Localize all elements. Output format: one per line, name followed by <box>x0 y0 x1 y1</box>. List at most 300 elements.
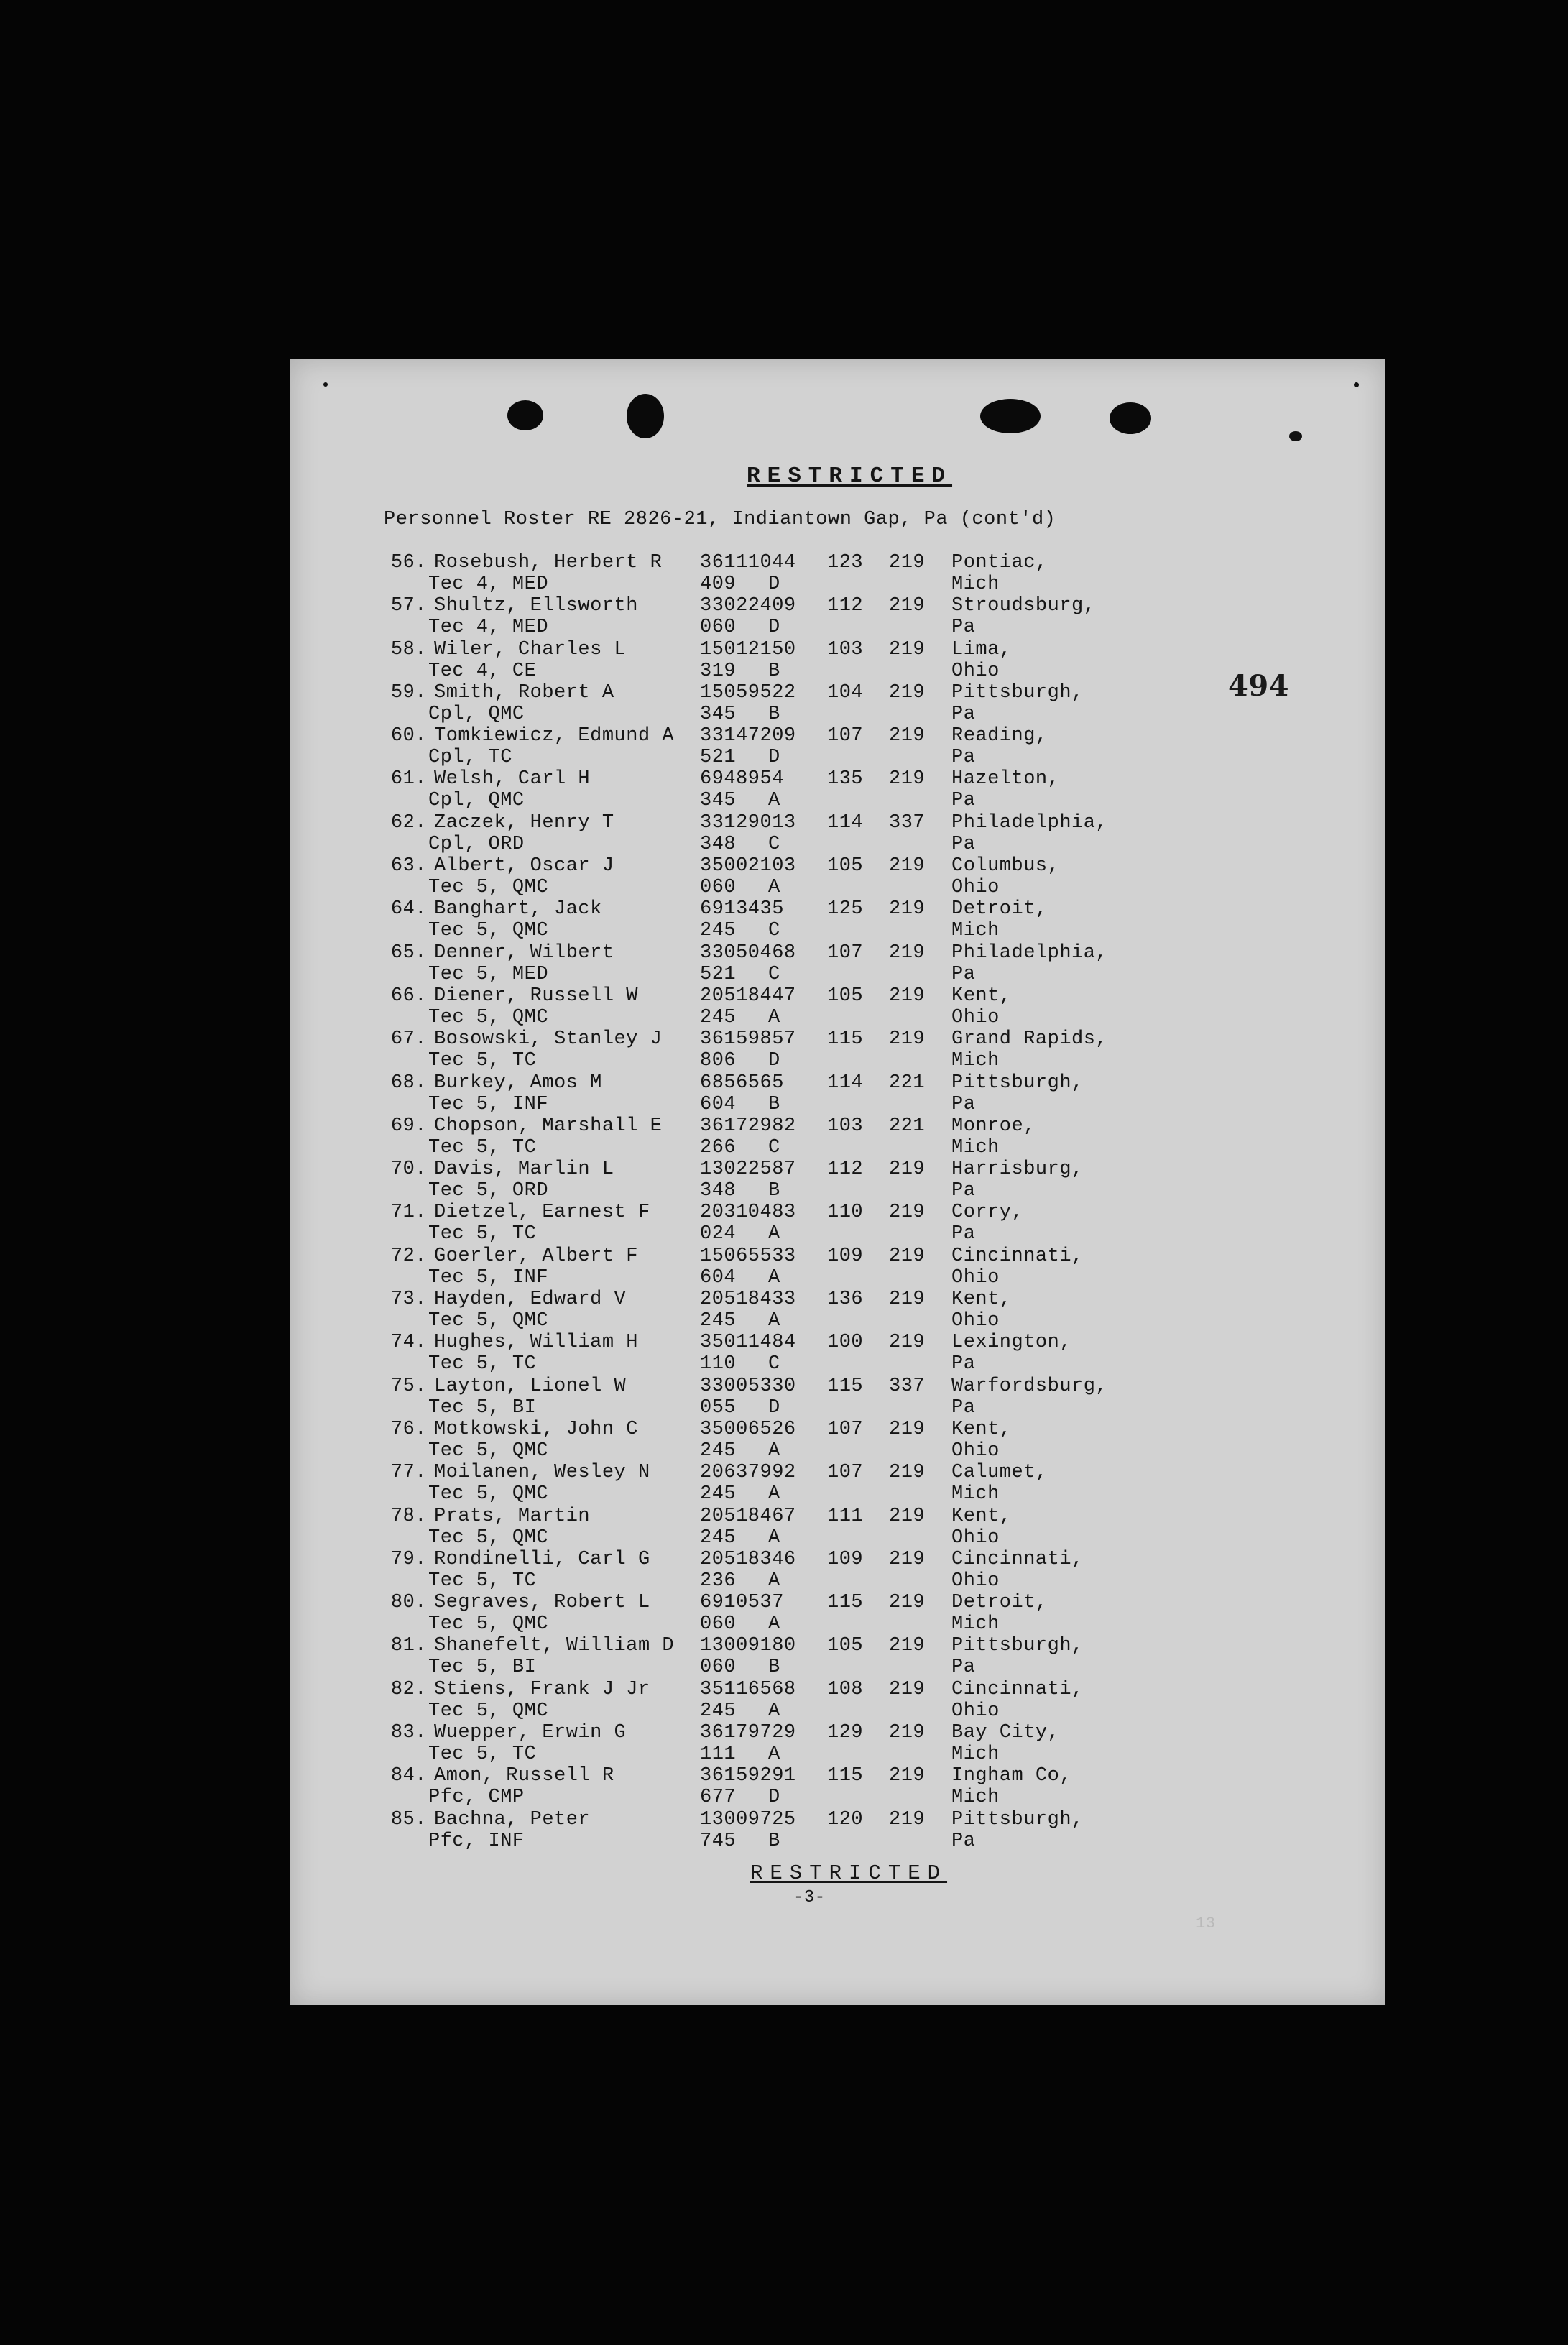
spec-code: 604 <box>700 1266 737 1289</box>
entry-number: 64. <box>390 898 427 921</box>
grade-branch: Tec 5, INF <box>428 1093 549 1115</box>
person-name: Goerler, Albert F <box>434 1245 638 1267</box>
col-b: 219 <box>889 595 926 617</box>
class-letter: A <box>768 1700 780 1722</box>
col-b: 219 <box>889 1462 926 1484</box>
home-state: Pa <box>951 1396 976 1419</box>
grade-branch: Tec 5, QMC <box>428 877 549 899</box>
col-a: 105 <box>827 985 864 1007</box>
col-b: 219 <box>889 1418 926 1440</box>
home-city: Bay City, <box>951 1722 1060 1744</box>
col-a: 100 <box>827 1332 864 1354</box>
home-state: Ohio <box>951 1006 1000 1028</box>
grade-branch: Tec 5, QMC <box>428 920 549 942</box>
class-letter: A <box>768 1006 780 1028</box>
entry-number: 62. <box>390 811 427 834</box>
roster-entry <box>384 1028 1390 1072</box>
entry-number: 73. <box>390 1289 427 1311</box>
col-b: 219 <box>889 1635 926 1657</box>
entry-number: 70. <box>390 1158 427 1181</box>
class-letter: D <box>768 617 780 639</box>
col-a: 115 <box>827 1592 864 1614</box>
home-state: Pa <box>951 1353 976 1376</box>
class-letter: C <box>768 920 780 942</box>
col-b: 219 <box>889 985 926 1007</box>
class-letter: C <box>768 833 780 855</box>
col-a: 104 <box>827 681 864 704</box>
col-b: 221 <box>889 1072 926 1094</box>
class-letter: B <box>768 1180 780 1202</box>
serial-number: 20637992 <box>700 1462 796 1484</box>
speck <box>1289 431 1302 441</box>
person-name: Layton, Lionel W <box>434 1375 627 1397</box>
entry-number: 67. <box>390 1028 427 1051</box>
spec-code: 060 <box>700 1657 737 1679</box>
spec-code: 745 <box>700 1830 737 1852</box>
serial-number: 36159291 <box>700 1765 796 1787</box>
home-city: Reading, <box>951 725 1048 747</box>
col-b: 219 <box>889 898 926 921</box>
entry-number: 81. <box>390 1635 427 1657</box>
grade-branch: Tec 5, QMC <box>428 1700 549 1722</box>
entry-number: 85. <box>390 1808 427 1830</box>
roster-entry <box>384 1506 1390 1549</box>
home-state: Ohio <box>951 1439 1000 1462</box>
serial-number: 15059522 <box>700 681 796 704</box>
roster-entry <box>384 1722 1390 1765</box>
spec-code: 345 <box>700 790 737 812</box>
col-b: 219 <box>889 1505 926 1527</box>
col-a: 114 <box>827 1072 864 1094</box>
spec-code: 245 <box>700 920 737 942</box>
person-name: Prats, Martin <box>434 1505 591 1527</box>
roster-entry <box>384 1765 1390 1808</box>
col-b: 221 <box>889 1115 926 1137</box>
roster-entry <box>384 855 1390 898</box>
grade-branch: Tec 5, QMC <box>428 1483 549 1506</box>
page-number: -3- <box>793 1888 826 1907</box>
person-name: Bachna, Peter <box>434 1808 591 1830</box>
entry-number: 71. <box>390 1202 427 1224</box>
person-name: Bosowski, Stanley J <box>434 1028 663 1051</box>
serial-number: 13022587 <box>700 1158 796 1181</box>
home-city: Cincinnati, <box>951 1548 1084 1570</box>
serial-number: 36179729 <box>700 1722 796 1744</box>
grade-branch: Tec 5, TC <box>428 1223 537 1245</box>
entry-number: 60. <box>390 725 427 747</box>
entry-number: 68. <box>390 1072 427 1094</box>
class-letter: D <box>768 1050 780 1072</box>
serial-number: 6948954 <box>700 768 784 791</box>
col-a: 115 <box>827 1028 864 1051</box>
col-a: 107 <box>827 1418 864 1440</box>
home-state: Ohio <box>951 1700 1000 1722</box>
home-state: Mich <box>951 1483 1000 1506</box>
home-state: Pa <box>951 790 976 812</box>
col-a: 109 <box>827 1548 864 1570</box>
punch-hole-2 <box>627 394 664 438</box>
home-city: Detroit, <box>951 1592 1048 1614</box>
col-b: 219 <box>889 1765 926 1787</box>
col-b: 219 <box>889 1592 926 1614</box>
grade-branch: Pfc, CMP <box>428 1787 525 1809</box>
home-city: Pittsburgh, <box>951 1808 1084 1830</box>
entry-number: 69. <box>390 1115 427 1137</box>
home-state: Mich <box>951 1136 1000 1158</box>
home-city: Kent, <box>951 1505 1012 1527</box>
col-a: 115 <box>827 1765 864 1787</box>
home-city: Cincinnati, <box>951 1245 1084 1267</box>
home-state: Pa <box>951 833 976 855</box>
person-name: Albert, Oscar J <box>434 855 614 877</box>
class-letter: B <box>768 1830 780 1852</box>
spec-code: 110 <box>700 1353 737 1376</box>
punch-hole-3 <box>980 399 1041 433</box>
class-letter: D <box>768 747 780 769</box>
home-state: Ohio <box>951 1310 1000 1332</box>
col-a: 107 <box>827 941 864 964</box>
home-city: Philadelphia, <box>951 941 1108 964</box>
class-letter: D <box>768 1396 780 1419</box>
col-b: 219 <box>889 941 926 964</box>
spec-code: 055 <box>700 1396 737 1419</box>
spec-code: 409 <box>700 573 737 595</box>
col-a: 112 <box>827 1158 864 1181</box>
entry-number: 61. <box>390 768 427 791</box>
class-letter: D <box>768 1787 780 1809</box>
person-name: Davis, Marlin L <box>434 1158 614 1181</box>
serial-number: 35011484 <box>700 1332 796 1354</box>
col-b: 219 <box>889 725 926 747</box>
grade-branch: Cpl, QMC <box>428 703 525 725</box>
home-state: Ohio <box>951 877 1000 899</box>
col-a: 110 <box>827 1202 864 1224</box>
person-name: Diener, Russell W <box>434 985 638 1007</box>
home-city: Kent, <box>951 985 1012 1007</box>
class-letter: A <box>768 1570 780 1592</box>
person-name: Smith, Robert A <box>434 681 614 704</box>
person-name: Amon, Russell R <box>434 1765 614 1787</box>
roster-entry <box>384 1158 1390 1202</box>
roster-entry <box>384 942 1390 985</box>
spec-code: 245 <box>700 1483 737 1506</box>
home-city: Stroudsburg, <box>951 595 1096 617</box>
col-b: 219 <box>889 681 926 704</box>
roster-entry <box>384 595 1390 638</box>
entry-number: 56. <box>390 552 427 573</box>
home-state: Mich <box>951 573 1000 595</box>
col-a: 129 <box>827 1722 864 1744</box>
entry-number: 57. <box>390 595 427 617</box>
entry-number: 78. <box>390 1505 427 1527</box>
spec-code: 024 <box>700 1223 737 1245</box>
home-city: Pittsburgh, <box>951 1635 1084 1657</box>
grade-branch: Pfc, INF <box>428 1830 525 1852</box>
spec-code: 245 <box>700 1439 737 1462</box>
class-letter: A <box>768 1483 780 1506</box>
class-letter: C <box>768 1353 780 1376</box>
spec-code: 245 <box>700 1700 737 1722</box>
home-state: Pa <box>951 1180 976 1202</box>
col-a: 103 <box>827 638 864 660</box>
col-b: 219 <box>889 1722 926 1744</box>
person-name: Tomkiewicz, Edmund A <box>434 725 675 747</box>
faint-mark: 13 <box>1196 1915 1216 1932</box>
serial-number: 6913435 <box>700 898 784 921</box>
col-a: 135 <box>827 768 864 791</box>
roster-entry <box>384 1115 1390 1158</box>
home-state: Ohio <box>951 1526 1000 1549</box>
serial-number: 33147209 <box>700 725 796 747</box>
spec-code: 677 <box>700 1787 737 1809</box>
class-letter: D <box>768 573 780 595</box>
roster-entry <box>384 639 1390 682</box>
class-letter: A <box>768 1223 780 1245</box>
home-state: Ohio <box>951 1570 1000 1592</box>
roster-entry <box>384 1462 1390 1505</box>
serial-number: 35006526 <box>700 1418 796 1440</box>
col-b: 219 <box>889 1808 926 1830</box>
col-a: 114 <box>827 811 864 834</box>
serial-number: 20310483 <box>700 1202 796 1224</box>
grade-branch: Tec 5, QMC <box>428 1439 549 1462</box>
serial-number: 6910537 <box>700 1592 784 1614</box>
class-letter: A <box>768 790 780 812</box>
person-name: Chopson, Marshall E <box>434 1115 663 1137</box>
serial-number: 20518433 <box>700 1289 796 1311</box>
person-name: Moilanen, Wesley N <box>434 1462 650 1484</box>
home-city: Monroe, <box>951 1115 1036 1137</box>
grade-branch: Tec 5, MED <box>428 963 549 985</box>
grade-branch: Tec 4, CE <box>428 660 537 682</box>
serial-number: 36111044 <box>700 552 796 573</box>
spec-code: 060 <box>700 617 737 639</box>
grade-branch: Tec 5, ORD <box>428 1180 549 1202</box>
class-letter: A <box>768 1743 780 1766</box>
grade-branch: Tec 4, MED <box>428 573 549 595</box>
serial-number: 20518346 <box>700 1548 796 1570</box>
home-city: Ingham Co, <box>951 1765 1072 1787</box>
serial-number: 15012150 <box>700 638 796 660</box>
grade-branch: Tec 5, TC <box>428 1570 537 1592</box>
home-state: Pa <box>951 1657 976 1679</box>
serial-number: 15065533 <box>700 1245 796 1267</box>
home-city: Kent, <box>951 1418 1012 1440</box>
home-city: Warfordsburg, <box>951 1375 1108 1397</box>
home-state: Mich <box>951 1743 1000 1766</box>
roster-entry <box>384 812 1390 855</box>
col-b: 337 <box>889 1375 926 1397</box>
col-a: 109 <box>827 1245 864 1267</box>
home-state: Pa <box>951 617 976 639</box>
home-city: Lexington, <box>951 1332 1072 1354</box>
col-a: 105 <box>827 855 864 877</box>
serial-number: 13009180 <box>700 1635 796 1657</box>
home-city: Hazelton, <box>951 768 1060 791</box>
spec-code: 806 <box>700 1050 737 1072</box>
home-city: Columbus, <box>951 855 1060 877</box>
entry-number: 74. <box>390 1332 427 1354</box>
col-b: 219 <box>889 1678 926 1700</box>
entry-number: 59. <box>390 681 427 704</box>
spec-code: 245 <box>700 1006 737 1028</box>
entry-number: 84. <box>390 1765 427 1787</box>
col-b: 219 <box>889 1245 926 1267</box>
col-a: 136 <box>827 1289 864 1311</box>
col-a: 105 <box>827 1635 864 1657</box>
serial-number: 6856565 <box>700 1072 784 1094</box>
person-name: Wiler, Charles L <box>434 638 627 660</box>
spec-code: 521 <box>700 963 737 985</box>
entry-number: 83. <box>390 1722 427 1744</box>
restricted-footer: RESTRICTED <box>750 1861 948 1885</box>
spec-code: 319 <box>700 660 737 682</box>
roster-entry <box>384 552 1390 595</box>
home-state: Mich <box>951 1050 1000 1072</box>
col-b: 337 <box>889 811 926 834</box>
serial-number: 33005330 <box>700 1375 796 1397</box>
entry-number: 79. <box>390 1548 427 1570</box>
home-city: Cincinnati, <box>951 1678 1084 1700</box>
home-state: Ohio <box>951 660 1000 682</box>
spec-code: 245 <box>700 1310 737 1332</box>
col-b: 219 <box>889 638 926 660</box>
class-letter: A <box>768 1613 780 1636</box>
entry-number: 75. <box>390 1375 427 1397</box>
col-b: 219 <box>889 855 926 877</box>
spec-code: 236 <box>700 1570 737 1592</box>
grade-branch: Tec 5, BI <box>428 1657 537 1679</box>
person-name: Dietzel, Earnest F <box>434 1202 650 1224</box>
roster-entry <box>384 1202 1390 1245</box>
col-a: 120 <box>827 1808 864 1830</box>
serial-number: 20518447 <box>700 985 796 1007</box>
roster-entry <box>384 1289 1390 1332</box>
home-city: Kent, <box>951 1289 1012 1311</box>
entry-number: 66. <box>390 985 427 1007</box>
col-a: 107 <box>827 725 864 747</box>
person-name: Hughes, William H <box>434 1332 638 1354</box>
serial-number: 33050468 <box>700 941 796 964</box>
col-a: 123 <box>827 552 864 573</box>
document-page <box>290 359 1385 2005</box>
grade-branch: Cpl, ORD <box>428 833 525 855</box>
col-a: 115 <box>827 1375 864 1397</box>
roster-entry <box>384 1679 1390 1722</box>
serial-number: 33022409 <box>700 595 796 617</box>
home-city: Pittsburgh, <box>951 1072 1084 1094</box>
grade-branch: Tec 5, TC <box>428 1050 537 1072</box>
home-state: Pa <box>951 703 976 725</box>
grade-branch: Cpl, QMC <box>428 790 525 812</box>
person-name: Burkey, Amos M <box>434 1072 602 1094</box>
serial-number: 33129013 <box>700 811 796 834</box>
grade-branch: Tec 5, INF <box>428 1266 549 1289</box>
col-a: 112 <box>827 595 864 617</box>
col-a: 111 <box>827 1505 864 1527</box>
entry-number: 72. <box>390 1245 427 1267</box>
home-city: Harrisburg, <box>951 1158 1084 1181</box>
spec-code: 348 <box>700 833 737 855</box>
home-city: Philadelphia, <box>951 811 1108 834</box>
speck <box>1354 382 1359 387</box>
roster-entry <box>384 1549 1390 1592</box>
class-letter: A <box>768 1439 780 1462</box>
punch-hole-1 <box>507 400 543 430</box>
spec-code: 345 <box>700 703 737 725</box>
spec-code: 060 <box>700 1613 737 1636</box>
serial-number: 36172982 <box>700 1115 796 1137</box>
serial-number: 13009725 <box>700 1808 796 1830</box>
home-state: Pa <box>951 747 976 769</box>
home-state: Pa <box>951 1093 976 1115</box>
person-name: Shultz, Ellsworth <box>434 595 638 617</box>
col-b: 219 <box>889 1332 926 1354</box>
person-name: Welsh, Carl H <box>434 768 591 791</box>
person-name: Shanefelt, William D <box>434 1635 675 1657</box>
spec-code: 111 <box>700 1743 737 1766</box>
roster-entry <box>384 1809 1390 1852</box>
home-state: Mich <box>951 1787 1000 1809</box>
roster-entry <box>384 1592 1390 1635</box>
serial-number: 36159857 <box>700 1028 796 1051</box>
grade-branch: Tec 5, BI <box>428 1396 537 1419</box>
col-a: 108 <box>827 1678 864 1700</box>
person-name: Segraves, Robert L <box>434 1592 650 1614</box>
col-b: 219 <box>889 552 926 573</box>
roster-entry <box>384 768 1390 811</box>
serial-number: 35116568 <box>700 1678 796 1700</box>
serial-number: 35002103 <box>700 855 796 877</box>
roster-entry <box>384 1245 1390 1289</box>
spec-code: 266 <box>700 1136 737 1158</box>
roster-list <box>384 552 1390 1852</box>
col-a: 103 <box>827 1115 864 1137</box>
entry-number: 76. <box>390 1418 427 1440</box>
grade-branch: Tec 5, QMC <box>428 1310 549 1332</box>
class-letter: B <box>768 703 780 725</box>
roster-entry <box>384 725 1390 768</box>
home-state: Mich <box>951 920 1000 942</box>
class-letter: B <box>768 1657 780 1679</box>
person-name: Hayden, Edward V <box>434 1289 627 1311</box>
home-city: Corry, <box>951 1202 1024 1224</box>
grade-branch: Tec 4, MED <box>428 617 549 639</box>
speck <box>323 382 328 387</box>
grade-branch: Tec 5, TC <box>428 1353 537 1376</box>
col-a: 107 <box>827 1462 864 1484</box>
col-b: 219 <box>889 768 926 791</box>
person-name: Rosebush, Herbert R <box>434 552 663 573</box>
restricted-header: RESTRICTED <box>747 464 953 489</box>
home-city: Lima, <box>951 638 1012 660</box>
col-b: 219 <box>889 1158 926 1181</box>
col-b: 219 <box>889 1289 926 1311</box>
grade-branch: Tec 5, QMC <box>428 1526 549 1549</box>
spec-code: 245 <box>700 1526 737 1549</box>
entry-number: 65. <box>390 941 427 964</box>
roster-entry <box>384 1635 1390 1678</box>
grade-branch: Tec 5, QMC <box>428 1006 549 1028</box>
home-state: Pa <box>951 963 976 985</box>
class-letter: B <box>768 660 780 682</box>
serial-number: 20518467 <box>700 1505 796 1527</box>
home-city: Grand Rapids, <box>951 1028 1108 1051</box>
entry-number: 80. <box>390 1592 427 1614</box>
person-name: Rondinelli, Carl G <box>434 1548 650 1570</box>
class-letter: A <box>768 877 780 899</box>
home-city: Pontiac, <box>951 552 1048 573</box>
